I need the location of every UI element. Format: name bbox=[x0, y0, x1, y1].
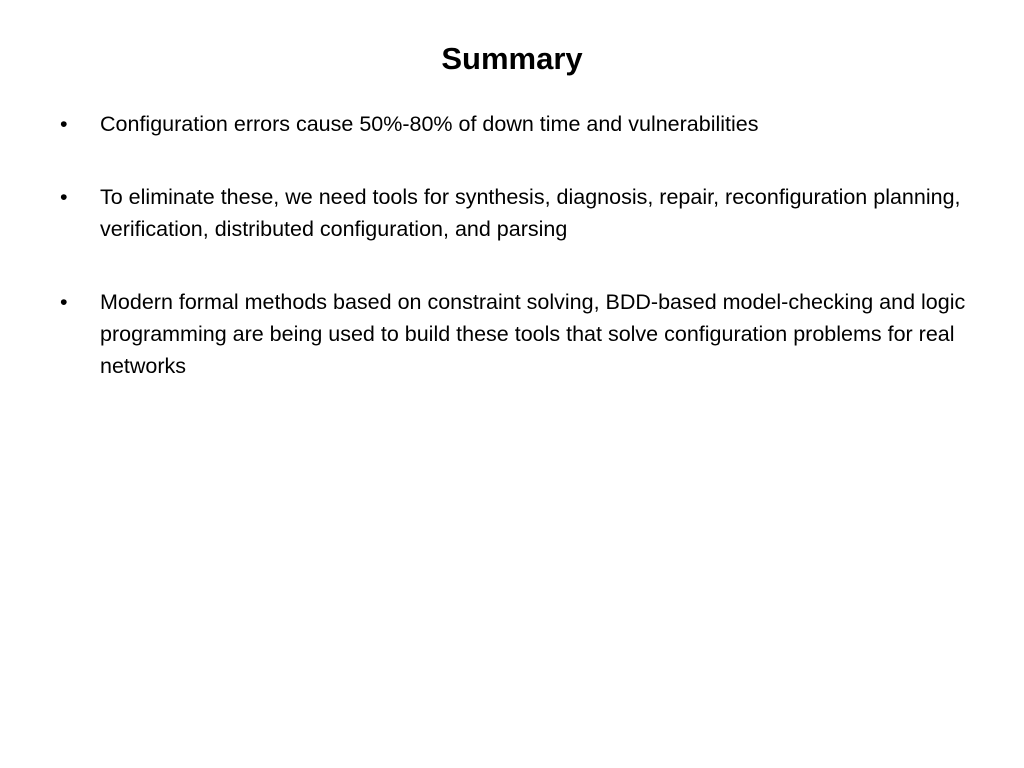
bullet-marker: • bbox=[60, 290, 68, 314]
bullet-item bbox=[56, 286, 976, 382]
bullet-text: Modern formal methods based on constraint solving, BDD-based model-checking and logic programming are being used to build these tools that solve configuration problems for real networks bbox=[100, 290, 966, 378]
bullet-marker: • bbox=[60, 112, 68, 136]
bullet-list bbox=[56, 108, 976, 423]
bullet-marker: • bbox=[60, 185, 68, 209]
bullet-item bbox=[56, 181, 976, 245]
bullet-text: To eliminate these, we need tools for synthesis, diagnosis, repair, reconfiguration planning, verification, distributed configuration, and parsing bbox=[100, 185, 961, 241]
slide-title: Summary bbox=[441, 41, 583, 76]
bullet-text: Configuration errors cause 50%-80% of down time and vulnerabilities bbox=[100, 112, 759, 136]
bullet-item bbox=[56, 108, 976, 140]
